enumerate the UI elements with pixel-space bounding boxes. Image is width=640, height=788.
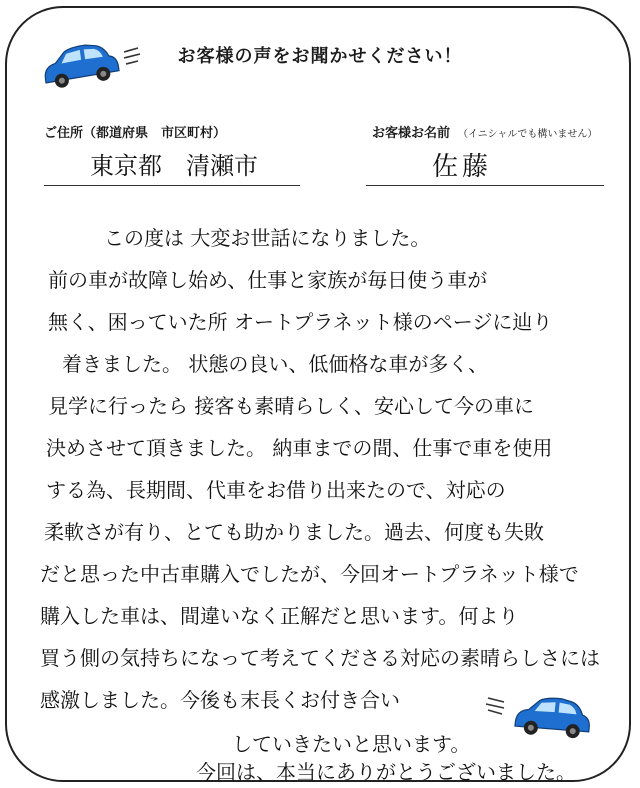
- address-underline: [44, 185, 300, 186]
- message-line: 今回は、本当にありがとうございました。: [196, 760, 576, 784]
- name-label: [372, 122, 597, 141]
- name-note: （イニシャルでも構いません）: [458, 129, 598, 140]
- name-label-text: お客様お名前: [372, 126, 451, 141]
- motion-lines-icon: [484, 694, 508, 720]
- address-value: 東京都 清瀬市: [90, 152, 258, 180]
- message-line: 決めさせて頂きました。 納車までの間、仕事で車を使用: [46, 436, 553, 460]
- message-line: 着きました。 状態の良い、低価格な車が多く、: [62, 352, 488, 376]
- message-line: していきたいと思います。: [232, 732, 471, 756]
- message-line: 購入した車は、間違いなく正解だと思います。何より: [40, 604, 519, 628]
- message-line: 見学に行ったら 接客も素晴らしく、安心して今の車に: [48, 394, 534, 418]
- name-value: 佐藤: [432, 152, 493, 182]
- message-line: 前の車が故障し始め、仕事と家族が毎日使う車が: [48, 268, 488, 292]
- message-line: だと思った中古車購入でしたが、今回オートプラネット様で: [40, 562, 579, 586]
- message-line: する為、長期間、代車をお借り出来たので、対応の: [46, 478, 506, 502]
- message-line: 柔軟さが有り、とても助かりました。過去、何度も失敗: [44, 520, 544, 544]
- message-line: 買う側の気持ちになって考えてくださる対応の素晴らしさには: [40, 646, 600, 670]
- car-icon: [510, 692, 596, 744]
- message-line: 感激しました。今後も末長くお付き合い: [40, 688, 400, 712]
- message-line: 無く、困っていた所 オートプラネット様のページに辿り: [48, 310, 553, 334]
- message-line: この度は 大変お世話になりました。: [104, 226, 431, 250]
- page-title: お客様の声をお聞かせください！: [177, 46, 463, 67]
- name-underline: [366, 185, 604, 186]
- address-label: ご住所（都道府県 市区町村）: [44, 126, 227, 141]
